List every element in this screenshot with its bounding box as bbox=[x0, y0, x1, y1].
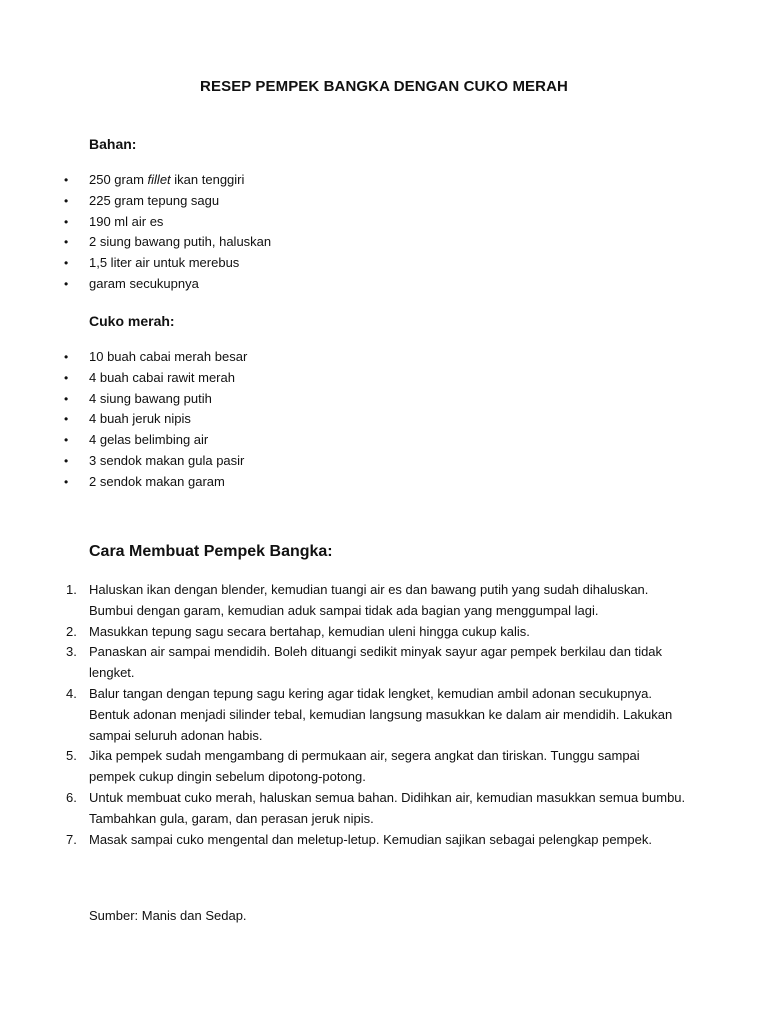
step-text: Untuk membuat cuko merah, haluskan semua bahan. Didihkan air, kemudian masukkan semua bumbu. Tambahkan gula, garam, dan perasan jeruk nipis. bbox=[89, 789, 686, 826]
step-item bbox=[0, 788, 689, 830]
step-item bbox=[0, 642, 689, 684]
bullet-icon: • bbox=[64, 350, 69, 364]
cuko-heading: Cuko merah: bbox=[89, 313, 175, 329]
bahan-item: • garam secukupnya bbox=[0, 274, 271, 295]
cuko-item: • 10 buah cabai merah besar bbox=[0, 347, 247, 368]
step-number: 2. bbox=[66, 623, 77, 639]
step-number: 7. bbox=[66, 831, 77, 847]
bahan-item: • 225 gram tepung sagu bbox=[0, 191, 271, 212]
bullet-icon: • bbox=[64, 412, 69, 427]
step-number: 1. bbox=[66, 582, 77, 597]
cuko-item: • 4 buah cabai rawit merah bbox=[0, 368, 247, 389]
bullet-icon: • bbox=[64, 193, 69, 208]
bullet-icon: • bbox=[64, 173, 69, 187]
step-item bbox=[0, 622, 689, 643]
bullet-icon: • bbox=[64, 235, 69, 250]
step-text: Jika pempek sudah mengambang di permukaan air, segera angkat dan tiriskan. Tunggu sampai pempek cukup dingin sebelum dipotong-potong. bbox=[89, 748, 640, 785]
cuko-item: • 3 sendok makan gula pasir bbox=[0, 451, 247, 472]
bullet-icon: • bbox=[64, 214, 69, 229]
cara-heading: Cara Membuat Pempek Bangka: bbox=[89, 543, 333, 560]
bahan-item: • 2 siung bawang putih, haluskan bbox=[0, 232, 271, 253]
bahan-heading: Bahan: bbox=[89, 136, 137, 152]
source-note: Sumber: Manis dan Sedap. bbox=[89, 908, 247, 923]
step-text: Balur tangan dengan tepung sagu kering agar tidak lengket, kemudian ambil adonan secukupnya. Bentuk adonan menjadi silinder tebal, kemudian langsung masukkan ke dalam air mendidih. Lakukan sampai seluruh adonan habis. bbox=[89, 685, 673, 743]
step-number: 6. bbox=[66, 789, 77, 805]
bahan-item: • 250 gram fillet ikan tenggiri bbox=[0, 170, 271, 191]
step-item bbox=[0, 684, 689, 746]
step-number: 3. bbox=[66, 644, 77, 660]
cuko-list bbox=[0, 347, 247, 493]
step-number: 5. bbox=[66, 748, 77, 764]
cuko-item: • 4 siung bawang putih bbox=[0, 389, 247, 410]
step-text: Masukkan tepung sagu secara bertahap, kemudian uleni hingga cukup kalis. bbox=[89, 623, 530, 639]
step-number: 4. bbox=[66, 685, 77, 701]
step-item bbox=[0, 580, 689, 622]
step-text: Masak sampai cuko mengental dan meletup-letup. Kemudian sajikan sebagai pelengkap pempek. bbox=[89, 831, 652, 847]
bullet-icon: • bbox=[64, 453, 69, 468]
bullet-icon: • bbox=[64, 391, 69, 406]
document-title: RESEP PEMPEK BANGKA DENGAN CUKO MERAH bbox=[200, 78, 568, 95]
bullet-icon: • bbox=[64, 256, 69, 271]
bullet-icon: • bbox=[64, 276, 69, 291]
bullet-icon: • bbox=[64, 474, 69, 489]
step-item bbox=[0, 830, 689, 851]
step-text: Panaskan air sampai mendidih. Boleh dituangi sedikit minyak sayur agar pempek berkilau dan tidak lengket. bbox=[89, 644, 663, 681]
step-text: Haluskan ikan dengan blender, kemudian tuangi air es dan bawang putih yang sudah dihaluskan. Bumbui dengan garam, kemudian aduk sampai tidak ada bagian yang menggumpal lagi. bbox=[89, 582, 649, 618]
cuko-item: • 4 gelas belimbing air bbox=[0, 430, 247, 451]
cuko-item: • 2 sendok makan garam bbox=[0, 472, 247, 493]
cuko-item: • 4 buah jeruk nipis bbox=[0, 409, 247, 430]
bahan-item: • 190 ml air es bbox=[0, 212, 271, 233]
bahan-list bbox=[0, 170, 271, 295]
bahan-item: • 1,5 liter air untuk merebus bbox=[0, 253, 271, 274]
bullet-icon: • bbox=[64, 370, 69, 385]
bullet-icon: • bbox=[64, 433, 69, 448]
cara-steps bbox=[0, 580, 689, 850]
step-item bbox=[0, 746, 689, 788]
